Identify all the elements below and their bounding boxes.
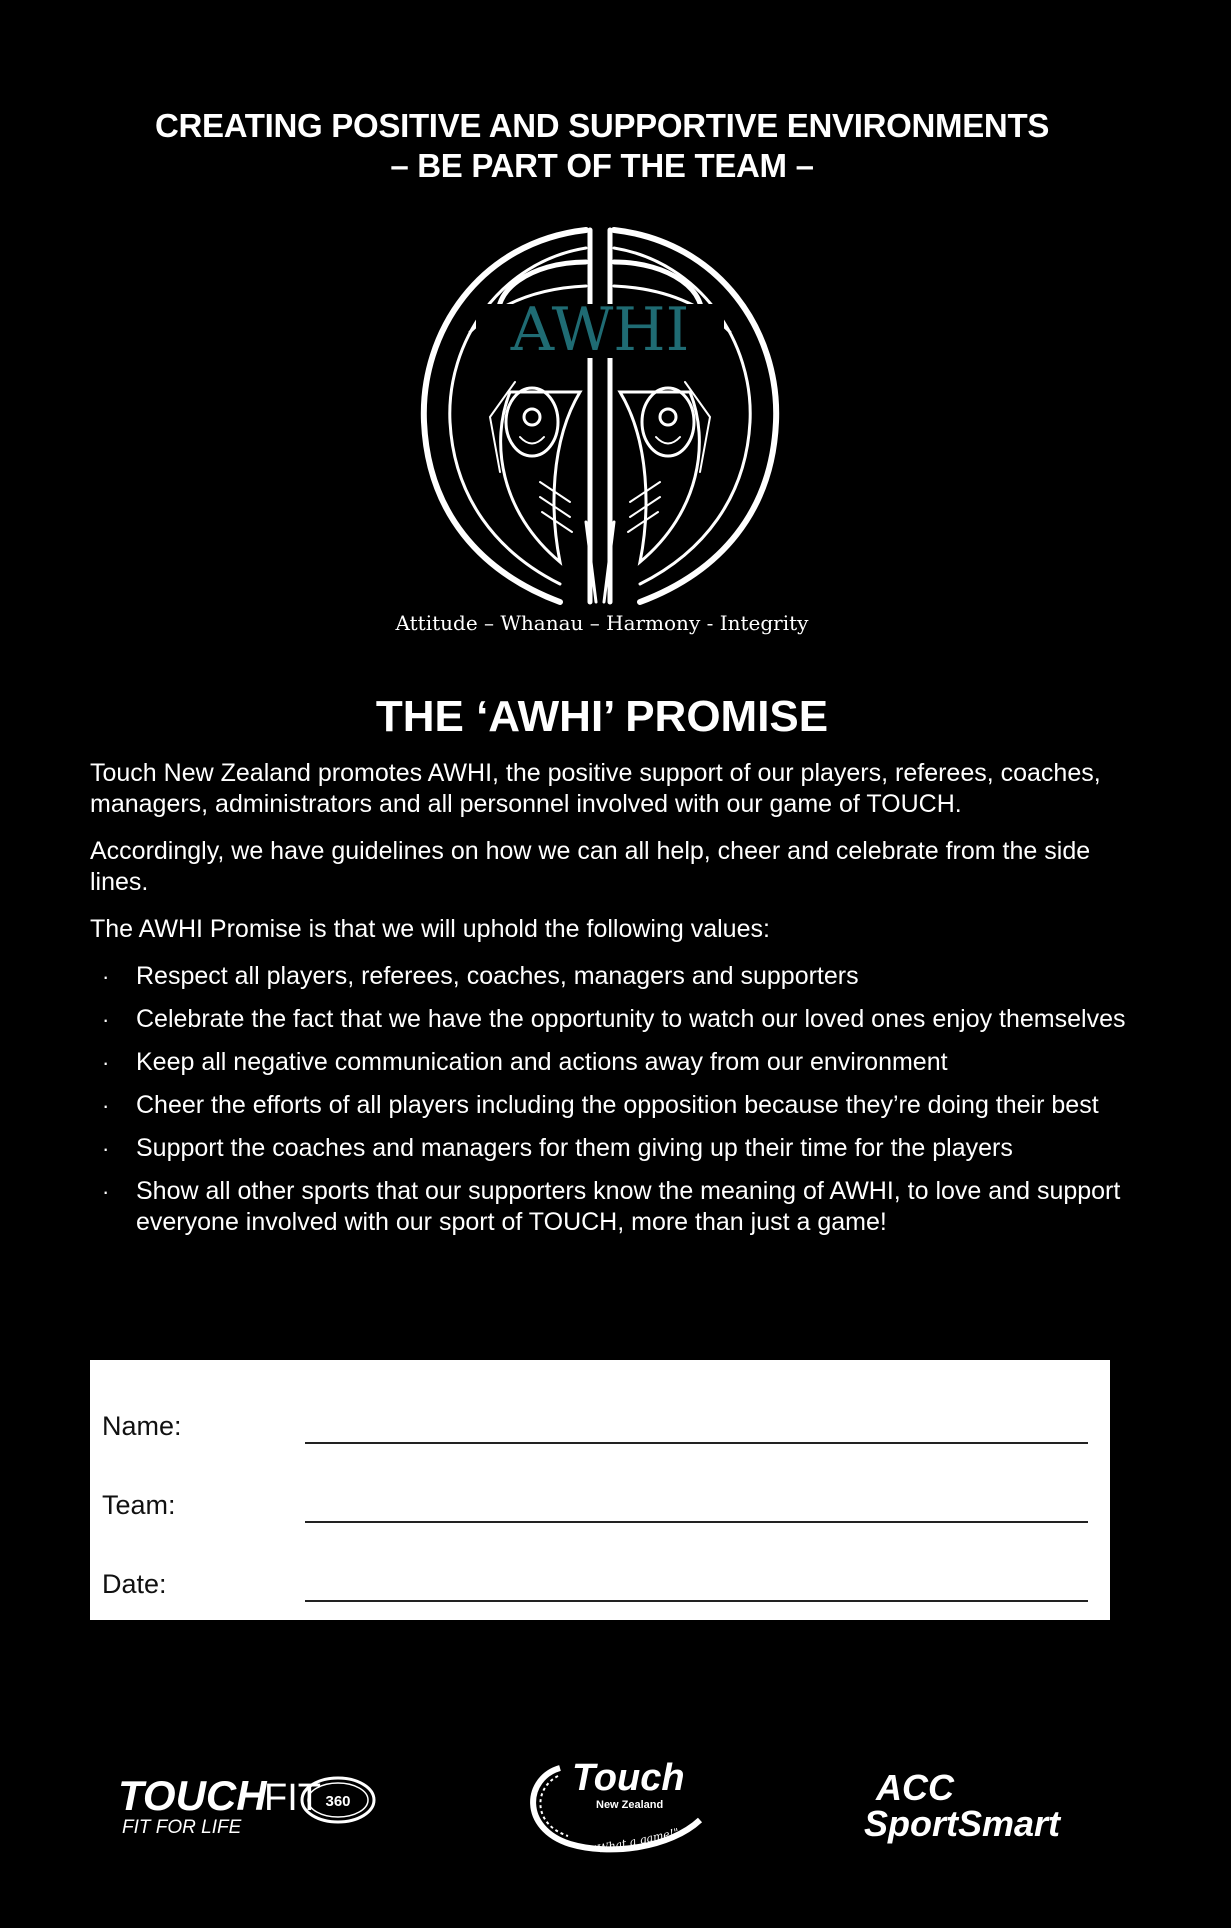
values-list: [90, 961, 1130, 1238]
intro-paragraph: Touch New Zealand promotes AWHI, the positive support of our players, referees, coaches, managers, administrators and all personnel involved with our game of TOUCH.: [90, 759, 1101, 818]
team-field[interactable]: [102, 1489, 1088, 1529]
page-header: [0, 106, 1204, 186]
value-item: · Respect all players, referees, coaches, managers and supporters: [102, 962, 859, 990]
touchnz-sub: New Zealand: [596, 1799, 664, 1811]
touchfit-brand: TOUCH: [118, 1772, 267, 1819]
date-field[interactable]: [102, 1568, 1088, 1608]
promise-content: [90, 758, 1130, 1250]
date-label: Date:: [102, 1569, 167, 1599]
bullet-icon: ·: [102, 1007, 110, 1032]
name-line[interactable]: [305, 1442, 1088, 1444]
touchnz-slogan: "What a game!": [591, 1825, 681, 1857]
date-line[interactable]: [305, 1600, 1088, 1602]
touchfit-fit: FIT: [264, 1777, 321, 1819]
name-label: Name:: [102, 1411, 182, 1441]
touchnz-brand: Touch: [572, 1757, 685, 1799]
touchfit-slogan: FIT FOR LIFE: [122, 1817, 242, 1838]
header-line-2: – BE PART OF THE TEAM –: [390, 147, 814, 184]
value-item: · Cheer the efforts of all players including the opposition because they’re doing their best: [102, 1091, 1099, 1119]
acc-sportsmart-logo: [862, 1764, 1102, 1844]
team-line[interactable]: [305, 1521, 1088, 1523]
bullet-icon: ·: [102, 1050, 110, 1075]
value-item: · Celebrate the fact that we have the opportunity to watch our loved ones enjoy themselves: [102, 1005, 1126, 1033]
name-field[interactable]: [102, 1410, 1088, 1450]
logo-tagline: Attitude – Whanau – Harmony - Integrity: [395, 611, 809, 635]
value-item: · Show all other sports that our supporters know the meaning of AWHI, to love and support everyone involved with our sport of TOUCH, more than just a game!: [102, 1177, 1121, 1236]
values-intro-paragraph: The AWHI Promise is that we will uphold the following values:: [90, 915, 770, 943]
touchfit-logo: [118, 1760, 378, 1840]
bullet-icon: ·: [102, 964, 110, 989]
acc-line-1: ACC: [876, 1767, 954, 1808]
team-label: Team:: [102, 1490, 176, 1520]
promise-title: THE ‘AWHI’ PROMISE: [375, 692, 829, 741]
header-line-1: CREATING POSITIVE AND SUPPORTIVE ENVIRONMENTS: [154, 107, 1050, 144]
acc-line-2: SportSmart: [864, 1803, 1061, 1844]
signature-form: [90, 1360, 1110, 1620]
guidelines-paragraph: Accordingly, we have guidelines on how we can all help, cheer and celebrate from the side lines.: [90, 837, 1091, 896]
awhi-logo: [410, 222, 790, 612]
value-item: · Support the coaches and managers for them giving up their time for the players: [102, 1134, 1013, 1162]
awhi-wordmark: AWHI: [510, 295, 690, 365]
awhi-emblem-icon: [410, 222, 790, 612]
bullet-icon: ·: [102, 1093, 110, 1118]
touchfit-number: 360: [325, 1793, 351, 1810]
bullet-icon: ·: [102, 1136, 110, 1161]
value-item: · Keep all negative communication and actions away from our environment: [102, 1048, 948, 1076]
touch-nz-logo: [520, 1748, 726, 1858]
bullet-icon: ·: [102, 1179, 110, 1204]
